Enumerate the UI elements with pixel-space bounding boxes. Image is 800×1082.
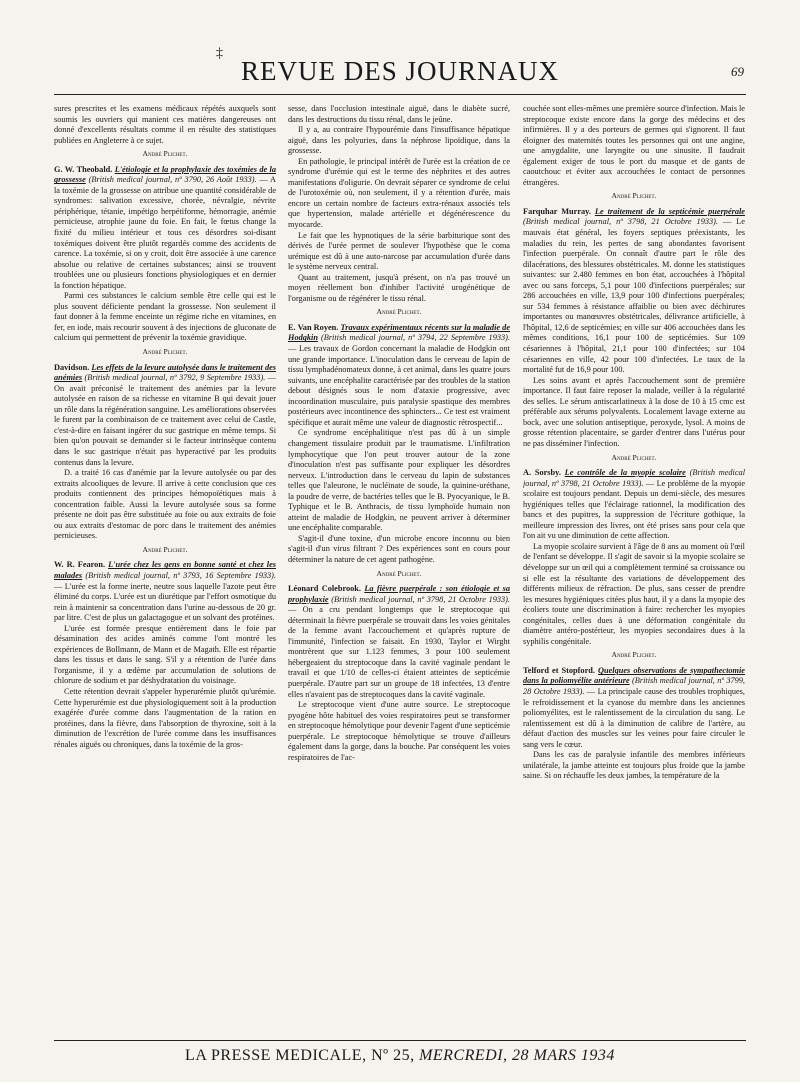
article-signature: André Plichet. — [142, 544, 188, 554]
article-abstract — [54, 363, 276, 468]
article-signature: André Plichet. — [611, 452, 657, 462]
paragraph: sures prescrites et les examens médicaux répétés auxquels sont soumis les ouvriers qui manient ces matières dangereuses ont donné d'excellents résultats comme il en résulte des statistiques publiées en Angleterre à ce sujet. — [54, 104, 276, 145]
paragraph: Le fait que les hypnotiques de la série barbiturique sont des dérivés de l'urée permet de soulever l'hypothèse que le coma urémique est dû à une auto-narcose par accumulation d'urée dans le système nerveux central. — [288, 230, 510, 272]
article-title: Le traitement de la septicémie puerpérale — [594, 206, 745, 216]
article-title: Le contrôle de la myopie scolaire — [564, 468, 686, 478]
article-author: A. Sorsby. — [523, 468, 561, 478]
article-signature: André Plichet. — [376, 307, 422, 317]
paragraph: couchée sont elles-mêmes une première source d'infection. Mais le streptocoque existe encore dans la gorge des médecins et des infirmières. Il y a des porteurs de germes qui s'ignorent. Il faut éloigner des maternités toutes les personnes qui ont une angine, une amygdalite, une laryngite ou une sinusite. Il faudrait également exiger de tous le port du masque et de gants de caoutchouc et éviter aux accouchées le contact de personnes étrangères. — [523, 104, 745, 187]
article-citation: (British medical journal, nº 3794, 22 Septembre 1933). — [320, 333, 510, 343]
paragraph: Ce syndrome encéphalitique n'est pas dû à un simple changement tissulaire produit par le traumatisme. L'infiltration lymphocytique que l'on peut trouver autour de la zone d'inoculation n'est pas suffisante pour expliquer les désordres nerveux. L'introduction dans le cerveau du lapin de substances telles que l'aleurone, le nucléinate de soude, la quinine-uréthane, la poudre de verre, de bactéries telles que le B. Pyocyanique, le B. Typhique et le B. Anthracis, de tissu lymphoïde humain non atteint de maladie de Hodgkin, ne peuvent arriver à déterminer une encéphalite comparable. — [288, 428, 510, 533]
article-citation: (British medical journal, nº 3790, 26 Août 1933). — [88, 175, 257, 185]
article-body: — Les travaux de Gordon concernant la maladie de Hodgkin ont une grande importance. L'inoculation dans le cerveau de lapin de tissu lymphadénomateux donne, à cet animal, dans les quatre jours suivants, une encéphalite caractérisée par des troubles de la station debout désignés sous le nom d'ataxie progressive, avec incoordination musculaire, puis paralysie spastique des membres postérieurs avec incontinence des sphincters... Ce test est vraiment spécifique et aurait même une valeur de diagnostic rétrospectif... — [288, 344, 510, 427]
article-citation: (British medical journal, nº 3798, 21 Octobre 1933). — [523, 468, 745, 488]
article-title: L'urée chez les gens en bonne santé et chez les malades — [54, 560, 276, 580]
article-abstract — [523, 207, 745, 376]
article-body: — On avait préconisé le traitement des anémies par la levure autolysée en raison de sa richesse en vitamine B qui devait jouer un rôle dans la régénération sanguine. Les améliorations observées le furent par la combinaison de ce traitement avec celui de Castle, c'est-à-dire en faisant ingérer du suc gastrique en même temps. Si bien qu'on pouvait se demander si le facteur intrinsèque contenu dans le suc gastrique n'était pas hyperactivé par les produits contenus dans la levure. — [54, 373, 276, 467]
article-author: Davidson. — [54, 362, 90, 372]
column-1 — [54, 104, 276, 1036]
article-author: G. W. Theobald. — [54, 164, 113, 174]
paragraph: Dans les cas de paralysie infantile des membres inférieurs unilatérale, la jambe atteinte est toujours plus froide que la jambe saine. Si on réchauffe les deux jambes, la température de la — [523, 750, 745, 781]
article-author: Telford et Stopford. — [523, 665, 595, 675]
column-3 — [523, 104, 745, 1036]
article-body: — Le mauvais état général, les foyers septiques préexistants, les maladies du rein, les pertes de sang abondantes favorisent l'infection puerpérale. On connaît d'autre part le rôle des dilacérations, des blessures obstétricales. M. donne les statistiques suivantes: sur 2.480 femmes en bon état, accouchées à l'hôpital avec ou sans forceps, 5,1 pour 100 d'infections puerpérales; sur 286 accouchées en ville, 13,9 pour 100 d'infections puerpérales; sur 534 femmes à résistance affaiblie ou bien avec déchirures importantes ou manœuvres obstétricales, délivrance artificielle, à l'hôpital, 12,6 de septicémies; en ville sur 406 accouchées dans les mêmes conditions, 16,1 pour 100 de septicémies. Sur 109 césariennes à l'hôpital, 21,1 pour 100 d'infectées; sur 104 césariennes en ville, 42 pour 100 d'infectées. Le taux de la mortalité fut de 16,9 pour 100. — [523, 217, 745, 375]
article-abstract — [54, 560, 276, 623]
article-title: Quelques observations de sympathectomie dans la poliomyélite antérieure — [523, 665, 745, 686]
article-title: La fièvre puerpérale : son étiologie et sa prophylaxie — [288, 584, 510, 604]
column-2 — [288, 104, 510, 1036]
article-signature: André Plichet. — [376, 568, 422, 578]
article-body: — La principale cause des troubles trophiques, le refroidissement et la cyanose du membre dans les anciennes poliomyélites, est le ralentissement de la circulation du sang. Le ralentissement est dû à la diminution de calibre de l'artère, au défaut d'action des muscles sur les veines pour faire circuler le sang vers le cœur. — [523, 686, 745, 749]
article-title: Les effets de la levure autolysée dans le traitement des anémies — [54, 362, 276, 383]
article-body: — Le problème de la myopie scolaire est toujours pendant. Depuis un demi-siècle, des mesures hygiéniques telles que l'éclairage rationnel, la modification des bancs et des pupitres, la suppression de l'écriture gothique, la meilleure impression des livres, ont été prises sans pour cela que l'on ait vu une diminution de cette affection. — [523, 478, 745, 541]
paragraph: Parmi ces substances le calcium semble être celle qui est le plus souvent déficiente pendant la grossesse. Non seulement il faut donner à la femme enceinte un régime riche en vitamines, en fer, en iode, mais recourir souvent à des injections de gluconate de calcium qui permettent de prévenir la toxémie gravidique. — [54, 291, 276, 343]
article-citation: (British medical journal, nº 3798, 21 Octobre 1933). — [523, 217, 718, 227]
article-abstract — [288, 323, 510, 428]
paragraph: En pathologie, le principal intérêt de l'urée est la création de ce syndrome d'urémie qui est le terme des néphrites et des autres manifestations d'oligurie. On devrait séparer ce syndrome de celui de l'urotoxémie où, non seulement, il y a rétention d'urée, mais encore un certain nombre de facteurs extra-rénaux associés tels que hypertension, malade artérielle et dégénérescence du myocarde. — [288, 156, 510, 230]
header-mark: ‡ — [216, 46, 223, 61]
paragraph: Il y a, au contraire l'hypourémie dans l'insuffisance hépatique aiguë, dans les polyuries, dans la néphrose lipoïdique, dans la grossesse. — [288, 125, 510, 156]
paragraph: Cette rétention devrait s'appeler hyperurémie plutôt qu'urémie. Cette hyperurémie est due physiologiquement soit à la production exagérée d'urée comme dans l'augmentation de la ration en protéines, dans la fièvre, dans l'absorption de thyroxine, soit à la diminution de l'excrétion de l'urée comme dans les insuffisances rénales aiguës ou chroniques, dans la toxémie de la gros- — [54, 686, 276, 749]
article-author: W. R. Fearon. — [54, 560, 106, 570]
page-header — [54, 46, 746, 95]
article-abstract — [54, 165, 276, 292]
article-citation: (British medical journal, nº 3799, 28 Octobre 1933). — [523, 676, 745, 696]
article-citation: (British medical journal, nº 3793, 16 Septembre 1933). — [85, 570, 276, 580]
text-columns — [54, 104, 746, 1036]
article-title: Travaux expérimentaux récents sur la maladie de Hodgkin — [288, 322, 510, 343]
paragraph: D. a traité 16 cas d'anémie par la levure autolysée ou par des extraits alcooliques de levure. Il arrive à cette conclusion que ces produits contiennent des principes hémopoïétiques mais à concentration faible. Aussi la levure autolysée sous sa forme présente ne doit pas être substituée au foie ou aux extraits de foie ou aux extraits d'estomac de porc dans le traitement des anémies pernicieuses. — [54, 468, 276, 541]
paragraph: La myopie scolaire survient à l'âge de 8 ans au moment où l'œil de l'enfant se développe. Il s'agit de savoir si la myopie scolaire se développe sur un œil qui a complètement terminé sa croissance ou si elle est la résultante des variations de développement des différents milieux de réfraction. De plus, sans cesser de prendre les mesures hygiéniques citées plus haut, il y a dans la myopie des écoliers toute une discrimination à faire: rechercher les myopies congénitales, celles dues à une déformation congénitale du diamètre antéro-postérieur, les myopies secondaires dues à la syphilis congénitale. — [523, 541, 745, 646]
footer-issue: Nº 25, — [371, 1047, 415, 1064]
article-author: Léonard Colebrook. — [288, 584, 361, 594]
article-body: — L'urée est la forme inerte, neutre sous laquelle l'azote peut être éliminé du corps. L'urée est un diurétique par l'effort osmotique du rein à maintenir sa concentration dans l'urine au-dessous de 20 gr. par litre. C'est de plus un galactagogue et un solvant des protéines. — [54, 581, 276, 623]
page-footer — [54, 1040, 746, 1075]
article-body: — A la toxémie de la grossesse on attribue une quantité considérable de syndromes: salivation excessive, chorée, névralgie, névrite périphérique, tétanie, impétigo herpétiforme, hémorragie, anémie pernicieuse, atrophie jaune du foie. En fait, le fœtus change la fixité du milieu intérieur et tous ces désordres soi-disant toxémiques doivent être plutôt regardés comme des accidents de carence. La toxémie, si on y croit, doit être associée à une carence absolue ou relative de certaines substances; ainsi se trouvent troublées une ou plusieurs fonctions physiologiques et en dernier la fonction hépatique. — [54, 175, 276, 290]
paragraph: sesse, dans l'occlusion intestinale aiguë, dans le diabète sucré, dans les destructions du tissu rénal, dans le jeûne. — [288, 104, 510, 124]
article-signature: André Plichet. — [142, 149, 188, 159]
article-title: L'étiologie et la prophylaxie des toxémies de la grossesse — [54, 164, 276, 185]
paragraph: S'agit-il d'une toxine, d'un microbe encore inconnu ou bien s'agit-il d'un virus filtrant ? Des expériences sont en cours pour déterminer la nature de cet agent pathogène. — [288, 533, 510, 564]
article-citation: (British medical journal, nº 3792, 9 Septembre 1933). — [84, 373, 266, 383]
paragraph: Quant au traitement, jusqu'à présent, on n'a pas trouvé un moyen réellement bon d'inhiber l'activité urogénétique de l'organisme ou de régénérer le tissu rénal. — [288, 272, 510, 303]
article-author: E. Van Royen. — [288, 322, 339, 332]
article-signature: André Plichet. — [611, 650, 657, 660]
article-abstract — [288, 584, 510, 700]
article-body: — On a cru pendant longtemps que le streptocoque qui déterminait la fièvre puerpérale se trouvait dans les voies génitales de la femme avant l'accouchement et qu'après rupture de l'immunité, l'infection se faisait. En 1930, Taylor et Wirght montrèrent que sur 1.123 femmes, 3 pour 100 seulement hébergeaient du streptocoque dans la cavité vaginale pendant le travail et que 1/10 de celles-ci étaient atteintes de septicémie puerpérale. D'autre part sur un groupe de 18 infectées, 13 d'entre elles n'avaient pas de streptocoques dans la cavité vaginale. — [288, 605, 510, 699]
paragraph: Le streptocoque vient d'une autre source. Le streptocoque pyogène hôte habituel des voies respiratoires peut se transformer en streptocoque hémolytique pour devenir l'agent d'une septicémie puerpérale. Le streptocoque hémolytique se trouve d'ailleurs également dans la gorge, dans la bouche. Par conséquent les voies respiratoires de l'ac- — [288, 700, 510, 762]
article-signature: André Plichet. — [142, 347, 188, 357]
journal-section-title: REVUE DES JOURNAUX — [240, 56, 559, 86]
footer-date: MERCREDI, 28 MARS 1934 — [419, 1047, 615, 1064]
article-abstract — [523, 468, 745, 542]
paragraph: L'urée est formée presque entièrement dans le foie par désamination des acides aminés comme l'ont montré les expériences de Bollmann, de Mann et de Magath. Elle est répartie dans les tissus et dans le sang. S'il y a rétention de l'urée dans l'organisme, il y a œdème par accumulation de solutions de chlorure de sodium et par déshydratation du voisinage. — [54, 623, 276, 686]
footer-journal: LA PRESSE MEDICALE, — [185, 1047, 367, 1064]
article-abstract — [523, 666, 745, 750]
paragraph: Les soins avant et après l'accouchement sont de première importance. Il faut faire reposer la malade, veiller à la régularité des selles. Le sérum antiscarlatineux à la dose de 10 à 15 cmc est préférable aux sérums polyvalents. Localement lavage externe au bock, avec une solution antiseptique, peroxyde, lysol. A moins de grosse rétention placentaire, se garder d'entrer dans l'utérus pour ne pas disséminer l'infection. — [523, 375, 745, 448]
page-number: 69 — [731, 64, 744, 79]
article-signature: André Plichet. — [611, 191, 657, 201]
article-author: Farquhar Murray. — [523, 206, 591, 216]
article-citation: (British medical journal, nº 3798, 21 Octobre 1933). — [331, 594, 510, 604]
